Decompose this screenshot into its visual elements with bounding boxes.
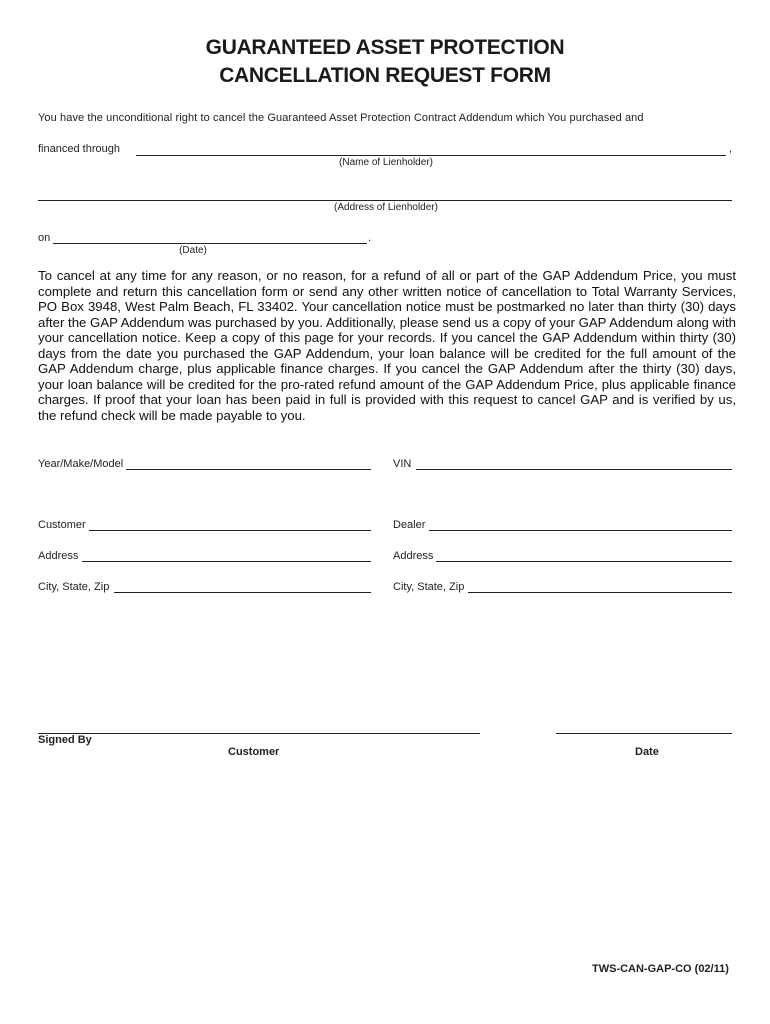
customer-city-field[interactable]	[114, 592, 371, 593]
comma: ,	[729, 143, 733, 155]
customer-label: Customer	[38, 519, 86, 531]
lienholder-address-caption: (Address of Lienholder)	[334, 202, 438, 213]
customer-address-label: Address	[38, 550, 79, 562]
signature-field[interactable]	[38, 733, 480, 734]
signature-date-caption: Date	[635, 746, 659, 758]
signature-date-field[interactable]	[556, 733, 732, 734]
date-caption: (Date)	[179, 245, 207, 256]
form-title-line2: CANCELLATION REQUEST FORM	[219, 64, 551, 87]
on-label: on	[38, 232, 51, 244]
intro-text: You have the unconditional right to cancel the Guaranteed Asset Protection Contract Addendum which You purchased and	[38, 112, 644, 124]
signature-customer-caption: Customer	[228, 746, 280, 758]
year-make-model-field[interactable]	[126, 469, 371, 470]
form-code: TWS-CAN-GAP-CO (02/11)	[592, 963, 729, 975]
customer-city-label: City, State, Zip	[38, 581, 110, 593]
signed-by-label: Signed By	[38, 734, 92, 746]
purchase-date-field[interactable]	[53, 243, 367, 244]
lienholder-name-field[interactable]	[136, 155, 726, 156]
vin-label: VIN	[393, 458, 412, 470]
dealer-field[interactable]	[429, 530, 732, 531]
dealer-city-label: City, State, Zip	[393, 581, 465, 593]
dealer-city-field[interactable]	[468, 592, 732, 593]
lienholder-address-field[interactable]	[38, 200, 732, 201]
customer-field[interactable]	[89, 530, 371, 531]
form-title-line1: GUARANTEED ASSET PROTECTION	[205, 36, 565, 59]
period: .	[368, 232, 372, 244]
financed-through-label: financed through	[38, 143, 120, 155]
dealer-address-label: Address	[393, 550, 434, 562]
year-make-model-label: Year/Make/Model	[38, 458, 124, 470]
customer-address-field[interactable]	[82, 561, 371, 562]
dealer-address-field[interactable]	[436, 561, 732, 562]
cancellation-instructions: To cancel at any time for any reason, or no reason, for a refund of all or part of the GAP Addendum Price, you must complete and return this cancellation form or send any other written notice of cancellation to Total Warranty Services, PO Box 3948, West Palm Beach, FL 33402. Your cancellation notice must be postmarked no later than thirty (30) days after the GAP Addendum was purchased by you. Additionally, please send us a copy of your GAP Addendum along with your cancellation notice. Keep a copy of this page for your records. If you cancel the GAP Addendum within thirty (30) days from the date you purchased the GAP Addendum, your loan balance will be credited for the full amount of the GAP Addendum charge, plus applicable finance charges. If you cancel the GAP Addendum after the thirty (30) days, your loan balance will be credited for the pro-rated refund amount of the GAP Addendum Price, plus applicable finance charges. If proof that your loan has been paid in full is provided with this request to cancel GAP and is verified by us, the refund check will be made payable to you.	[38, 268, 736, 423]
vin-field[interactable]	[416, 469, 732, 470]
dealer-label: Dealer	[393, 519, 426, 531]
lienholder-name-caption: (Name of Lienholder)	[339, 157, 433, 168]
